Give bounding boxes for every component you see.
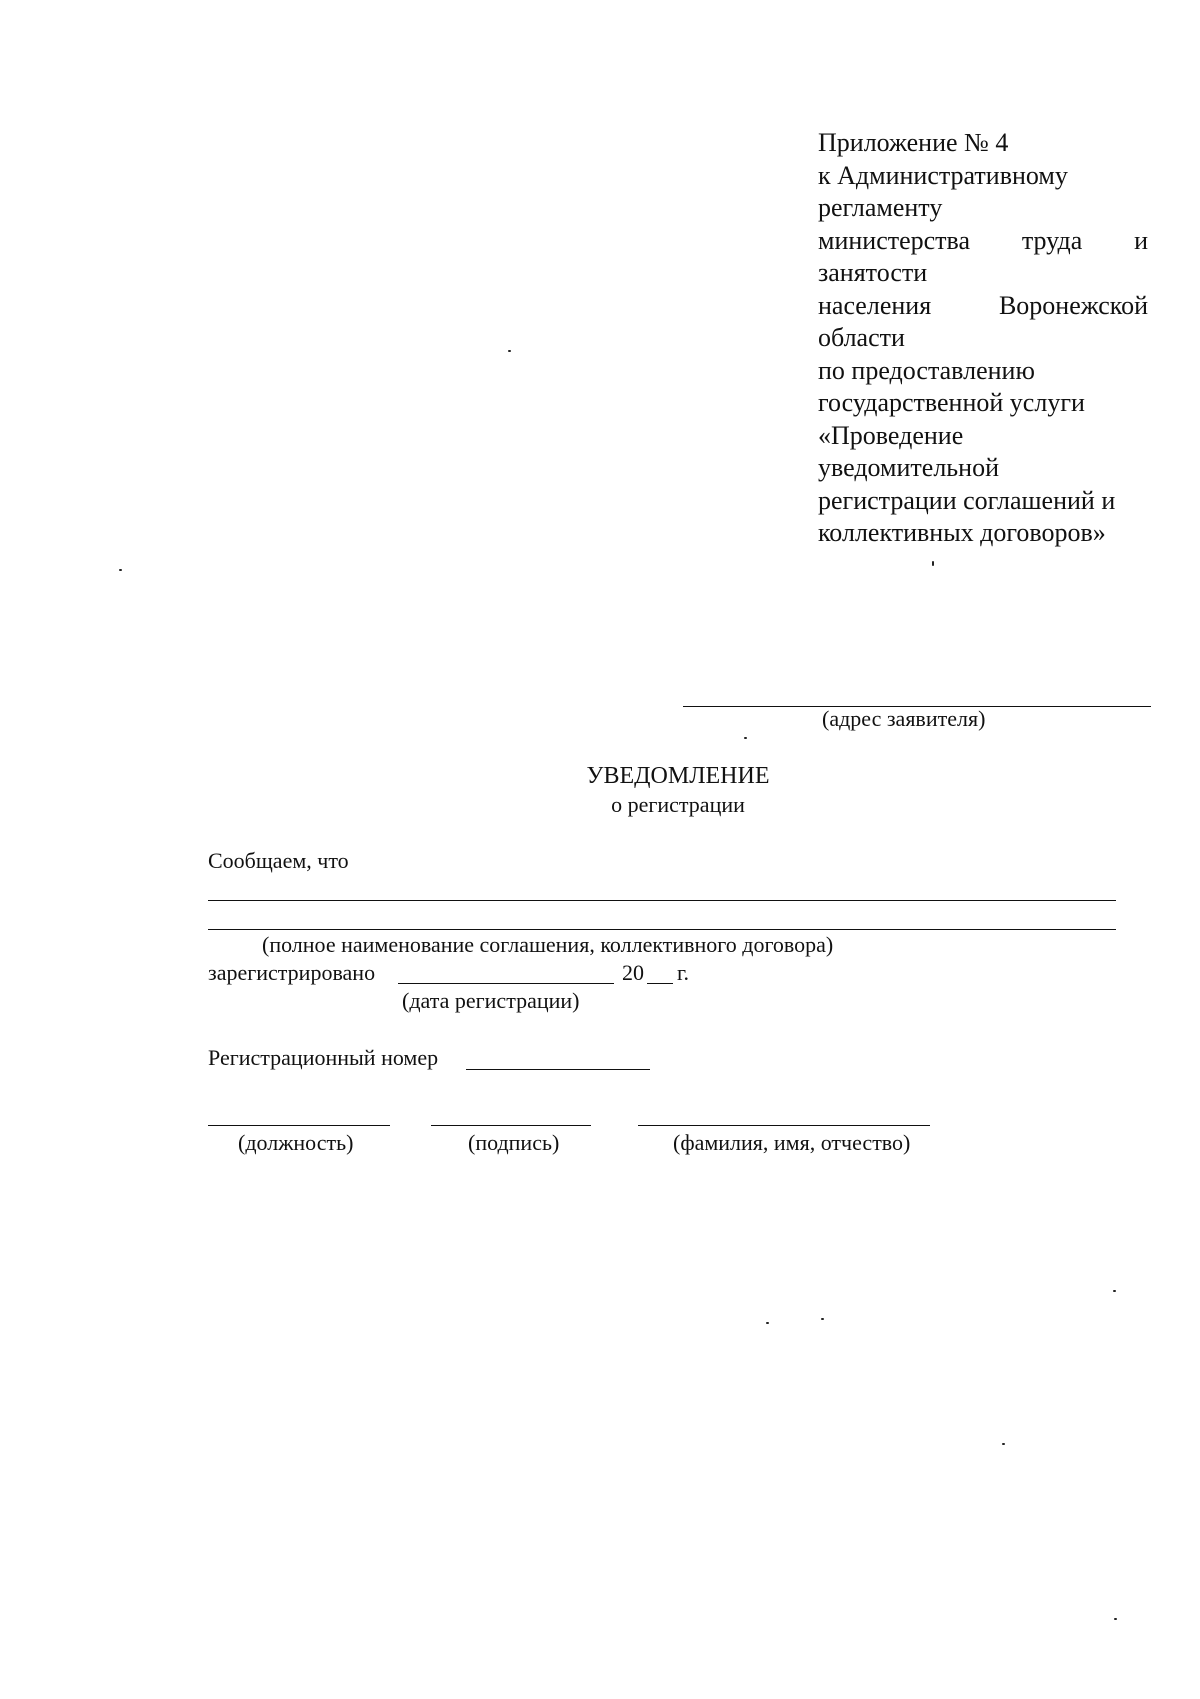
appendix-line: по предоставлению	[818, 355, 1035, 385]
registration-date-caption: (дата регистрации)	[402, 988, 580, 1013]
appendix-line: к Административному	[818, 160, 1068, 190]
appendix-line: коллективных договоров»	[818, 518, 1106, 547]
appendix-word: труда	[1021, 225, 1083, 255]
scan-speck	[932, 561, 934, 566]
appendix-word: Воронежской	[998, 290, 1148, 320]
position-line	[208, 1125, 390, 1126]
appendix-line: занятости	[818, 258, 928, 287]
appendix-number: Приложение № 4	[818, 128, 1009, 157]
notice-subtitle: о регистрации	[611, 792, 745, 817]
appendix-line: регламенту	[818, 193, 943, 222]
signature-line	[431, 1125, 591, 1126]
agreement-name-line	[208, 929, 1116, 930]
appendix-line: «Проведение	[818, 420, 964, 450]
scan-speck	[508, 350, 511, 352]
notice-title: УВЕДОМЛЕНИЕ	[586, 763, 770, 789]
full-name-caption: (фамилия, имя, отчество)	[673, 1130, 911, 1155]
appendix-header	[818, 127, 1148, 550]
appendix-word: и	[1134, 225, 1148, 255]
applicant-address-caption: (адрес заявителя)	[822, 706, 986, 731]
year-prefix: 20	[622, 960, 644, 985]
scan-speck	[1114, 1618, 1117, 1620]
agreement-name-caption: (полное наименование соглашения, коллективного договора)	[262, 932, 834, 957]
scan-speck	[1002, 1443, 1005, 1445]
registration-number-label: Регистрационный номер	[208, 1045, 439, 1070]
appendix-line: регистрации соглашений и	[818, 485, 1116, 515]
appendix-word: министерства	[818, 225, 971, 255]
year-blank-line	[647, 983, 673, 984]
appendix-line	[818, 290, 1148, 323]
scan-speck	[766, 1322, 769, 1324]
scan-speck	[1113, 1290, 1116, 1292]
signature-caption: (подпись)	[468, 1130, 560, 1155]
scan-speck	[821, 1318, 824, 1320]
registered-label: зарегистрировано	[208, 960, 376, 985]
appendix-line: уведомительной	[818, 453, 999, 482]
full-name-line	[638, 1125, 930, 1126]
scan-speck	[744, 737, 747, 739]
position-caption: (должность)	[238, 1130, 354, 1155]
appendix-line: области	[818, 323, 905, 352]
appendix-line	[818, 225, 1148, 258]
agreement-name-line	[208, 900, 1116, 901]
reports-label: Сообщаем, что	[208, 848, 349, 873]
appendix-word: населения	[818, 290, 932, 320]
year-suffix: г.	[677, 960, 690, 985]
registration-date-line	[398, 983, 614, 984]
scan-speck	[119, 569, 122, 571]
registration-number-line	[466, 1069, 650, 1070]
appendix-line: государственной услуги	[818, 388, 1085, 417]
